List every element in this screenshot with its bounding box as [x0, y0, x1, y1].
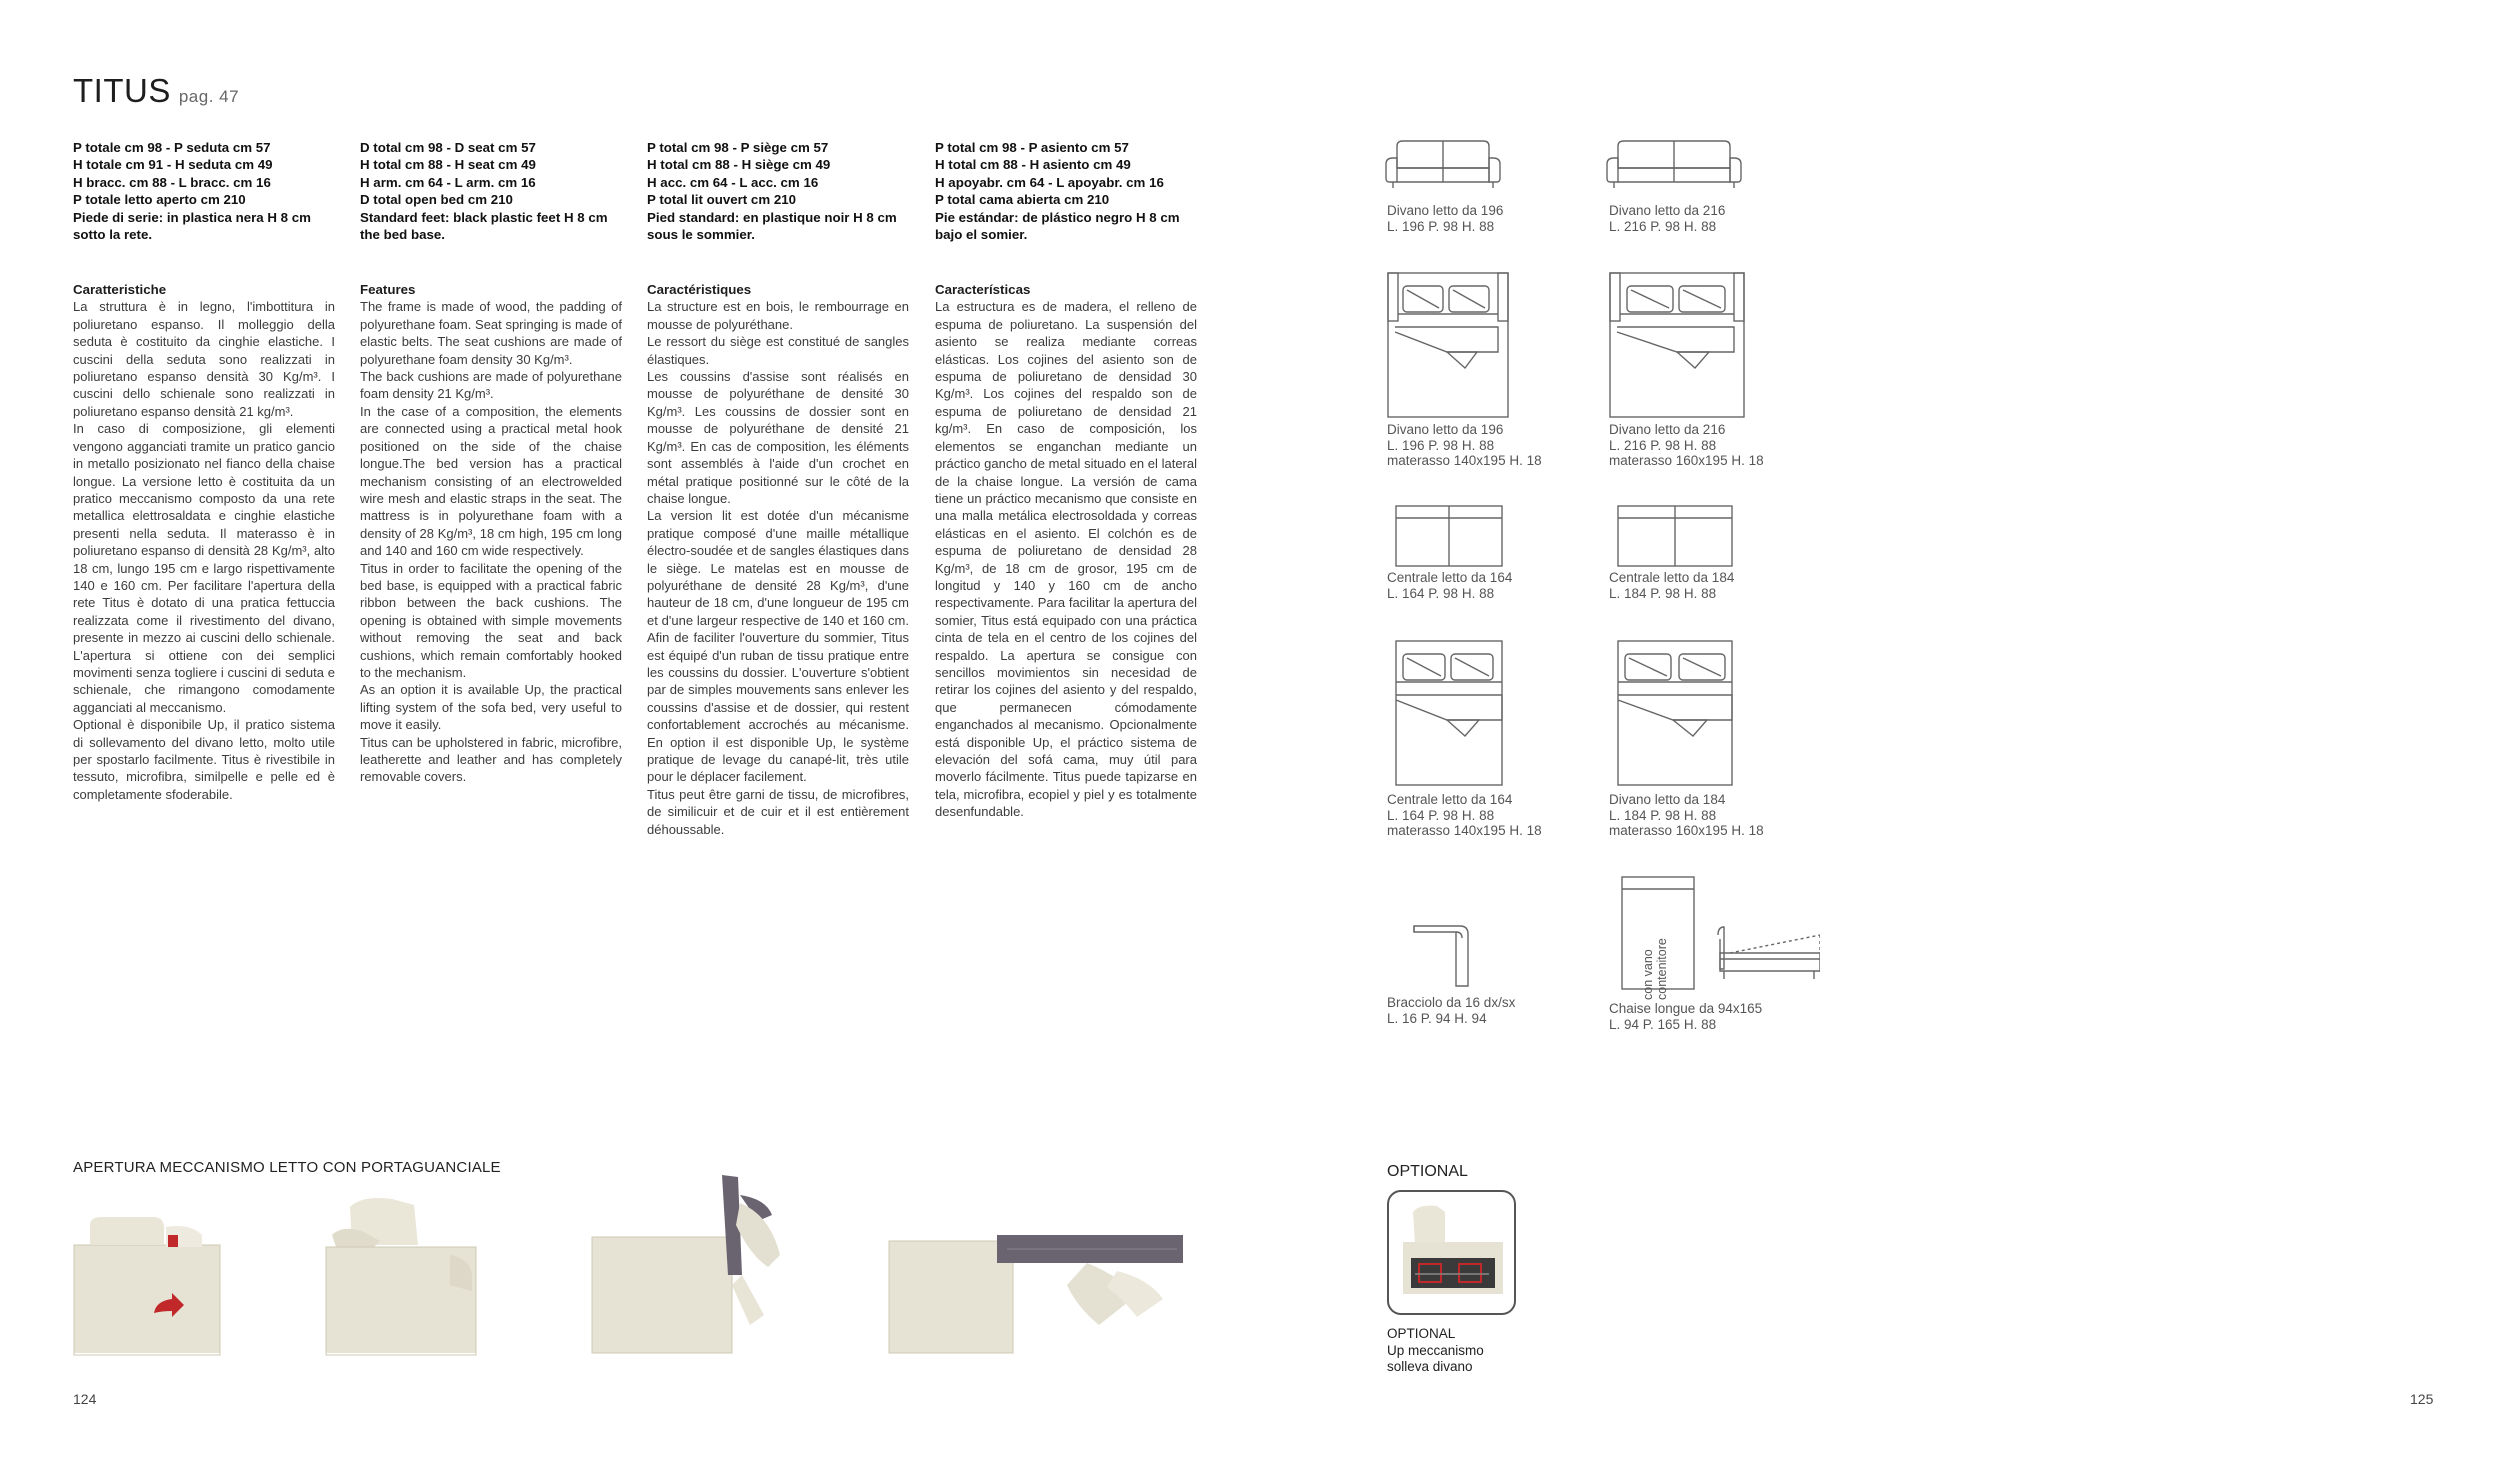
mechanism-step-3: [590, 1175, 800, 1365]
central-bed-164-top-drawing: [1395, 640, 1503, 786]
column-italian: [73, 139, 335, 803]
product-name: TITUS: [73, 72, 171, 109]
mechanism-step-1: [72, 1175, 222, 1365]
features-body: La structure est en bois, le rembourrage en mousse de polyuréthane. Le ressort du siège est constitué de sangles élastiques. Les coussins d'assise sont réalisés en mousse de polyuréthane de densité 30 Kg/m³. Les coussins de dossier sont en mousse de polyuréthane de densité 21 Kg/m³. En cas de composition, les éléments sont assemblés à l'aide d'un crochet en métal pratique positionné sur le côté de la chaise longue. La version lit est dotée d'un mécanisme pratique composé d'une maille métallique électro-soudée et de sangles élastiques dans le siège. Le matelas est en mousse de polyuréthane de densité 28 Kg/m³, d'une hauteur de 18 cm, d'une longueur de 195 cm et d'une largeur respective de 140 et 160 cm. Afin de faciliter l'ouverture du sommier, Titus est équipé d'un ruban de tissu pratique entre les coussins du dossier. L'ouverture s'obtient par de simples mouvements sans enlever les coussins d'assise et de dossier, qui restent confortablement accrochés au mécanisme. En option il est disponible Up, le système pratique de levage du canapé-lit, très utile pour le déplacer facilement. Titus peut être garni de tissu, de microfibres, de similicuir et de cuir et il est entièrement déhoussable.: [647, 299, 909, 837]
model-caption: Divano letto da 196 L. 196 P. 98 H. 88: [1387, 203, 1504, 234]
dimensions-text: P totale cm 98 - P seduta cm 57 H totale cm 91 - H seduta cm 49 H bracc. cm 88 - L bracc. cm 16 P totale letto aperto cm 210 Piede di serie: in plastica nera H 8 cm sotto la rete.: [73, 140, 311, 243]
model-caption: Chaise longue da 94x165 L. 94 P. 165 H. 88: [1609, 1001, 1763, 1032]
storage-label: con vano contenitore: [1641, 938, 1669, 1000]
armrest-drawing: [1410, 922, 1472, 990]
features-body: The frame is made of wood, the padding of polyurethane foam. Seat springing is made of elastic belts. The seat cushions are made of polyurethane foam density 30 Kg/m³. The back cushions are made of polyurethane foam density 21 Kg/m³. In the case of a composition, the elements are connected using a practical metal hook positioned on the side of the chaise longue.The bed version has a practical mechanism consisting of an electrowelded wire mesh and elastic straps in the seat. The mattress is in polyurethane foam with a density of 28 Kg/m³, 18 cm high, 195 cm long and 140 and 160 cm wide respectively. Titus in order to facilitate the opening of the bed base, is equipped with a practical fabric ribbon between the back cushions. The opening is obtained with simple movements without removing the seat and back cushions, which remain comfortably hooked to the mechanism. As an option it is available Up, the practical lifting system of the sofa bed, very useful to move it easily. Titus can be upholstered in fabric, microfibre, leatherette and leather and has completely removable covers.: [360, 299, 622, 785]
mechanism-title: APERTURA MECCANISMO LETTO CON PORTAGUANCIALE: [73, 1159, 501, 1176]
sofa-bed-196-top-drawing: [1387, 272, 1509, 418]
model-caption: Centrale letto da 164 L. 164 P. 98 H. 88 materasso 140x195 H. 18: [1387, 792, 1542, 839]
central-164-top-drawing: [1395, 505, 1503, 567]
mechanism-step-2: [322, 1175, 482, 1365]
model-caption: Divano letto da 184 L. 184 P. 98 H. 88 materasso 160x195 H. 18: [1609, 792, 1764, 839]
optional-caption: OPTIONAL Up meccanismo solleva divano: [1387, 1326, 1484, 1374]
optional-up-mechanism-image: [1387, 1190, 1516, 1315]
model-caption: Centrale letto da 164 L. 164 P. 98 H. 88: [1387, 570, 1513, 601]
page-number-right: 125: [2410, 1391, 2434, 1407]
column-english: [360, 139, 622, 786]
model-caption: Centrale letto da 184 L. 184 P. 98 H. 88: [1609, 570, 1735, 601]
model-caption: Divano letto da 216 L. 216 P. 98 H. 88 materasso 160x195 H. 18: [1609, 422, 1764, 469]
central-184-top-drawing: [1617, 505, 1733, 567]
features-heading: Caratteristiche: [73, 282, 167, 298]
column-french: [647, 139, 909, 838]
features-heading: Características: [935, 282, 1031, 298]
dimensions-text: P total cm 98 - P siège cm 57 H total cm 88 - H siège cm 49 H acc. cm 64 - L acc. cm 16 P total lit ouvert cm 210 Pied standard: en plastique noir H 8 cm sous le sommier.: [647, 140, 897, 243]
dimensions-text: P total cm 98 - P asiento cm 57 H total cm 88 - H asiento cm 49 H apoyabr. cm 64 - L apoyabr. cm 16 P total cama abierta cm 210 Pie estándar: de plástico negro H 8 cm bajo el somier.: [935, 140, 1180, 243]
model-caption: Bracciolo da 16 dx/sx L. 16 P. 94 H. 94: [1387, 995, 1516, 1026]
sofa-216-front-drawing: [1604, 138, 1744, 190]
sofa-196-front-drawing: [1383, 138, 1503, 190]
central-bed-184-top-drawing: [1617, 640, 1733, 786]
features-heading: Caractéristiques: [647, 282, 752, 298]
page-number-left: 124: [73, 1391, 97, 1407]
features-body: La estructura es de madera, el relleno de espuma de poliuretano. La suspensión del asiento se realiza mediante correas elásticas. Los cojines del asiento son de espuma de poliuretano de densidad 30 Kg/m³. Los cojines del respaldo son de espuma de poliuretano de densidad 21 kg/m³. En caso de composición, los elementos se enganchan mediante un práctico gancho de metal situado en el lateral de la chaise longue. La versión de cama tiene un práctico mecanismo que consiste en una malla metálica electrosoldada y correas elásticas en el asiento. El colchón es de espuma de poliuretano de densidad 28 Kg/m³, de 18 cm de grosor, 195 cm de longitud y 140 y 160 cm de ancho respectivamente. Para facilitar la apertura del somier, Titus está equipado con una práctica cinta de tela en el centro de los cojines del respaldo. La apertura se consigue con sencillos movimientos sin necesidad de retirar los cojines del asiento y del respaldo, que permanecen cómodamente enganchados al mecanismo. Opcionalmente está disponible Up, el práctico sistema de elevación del sofá cama, muy útil para moverlo fácilmente. Titus puede tapizarse en tela, microfibra, ecopiel y piel y es totalmente desenfundable.: [935, 299, 1197, 820]
features-heading: Features: [360, 282, 416, 298]
features-body: La struttura è in legno, l'imbottitura in poliuretano espanso. Il molleggio della seduta è costituito da cinghie elastiche. I cuscini della seduta sono realizzati in poliuretano espanso densità 30 Kg/m³. I cuscini dello schienale sono realizzati in poliuretano espanso densità 21 kg/m³. In caso di composizione, gli elementi vengono agganciati tramite un pratico gancio in metallo posizionato nel fianco della chaise longue. La versione letto è costituita da un pratico meccanismo composto da una rete metallica elettrosaldata e cinghie elastiche presenti nella seduta. Il materasso è in poliuretano espanso di densità 28 Kg/m³, alto 18 cm, lungo 195 cm e largo rispettivamente 140 e 160 cm. Per facilitare l'apertura della rete Titus è dotato di una pratica fettuccia realizzata come il rivestimento del divano, presente in mezzo ai cuscini dello schienale. L'apertura si ottiene con dei semplici movimenti senza togliere i cuscini di seduta e schienale, che rimangono comodamente agganciati al meccanismo. Optional è disponibile Up, il pratico sistema di sollevamento del divano letto, molto utile per spostarlo facilmente. Titus è rivestibile in tessuto, microfibra, similpelle e pelle ed è completamente sfoderabile.: [73, 299, 335, 802]
page-reference: pag. 47: [178, 87, 240, 106]
dimensions-text: D total cm 98 - D seat cm 57 H total cm 88 - H seat cm 49 H arm. cm 64 - L arm. cm 16 D total open bed cm 210 Standard feet: black plastic feet H 8 cm the bed base.: [360, 140, 608, 243]
sofa-bed-216-top-drawing: [1609, 272, 1745, 418]
model-caption: Divano letto da 196 L. 196 P. 98 H. 88 materasso 140x195 H. 18: [1387, 422, 1542, 469]
optional-title: OPTIONAL: [1387, 1163, 1468, 1180]
column-spanish: [935, 139, 1197, 821]
page-title: [73, 72, 239, 110]
model-caption: Divano letto da 216 L. 216 P. 98 H. 88: [1609, 203, 1726, 234]
mechanism-step-4: [887, 1175, 1187, 1365]
